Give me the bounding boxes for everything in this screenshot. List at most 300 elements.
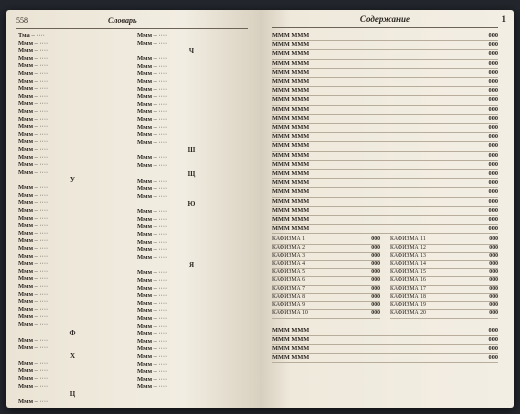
dictionary-entry — [137, 78, 246, 86]
dictionary-headword: Ммм — [18, 305, 33, 313]
dictionary-definition: – ···· — [152, 85, 168, 93]
dictionary-definition: – ···· — [152, 39, 168, 47]
dictionary-headword: Ммм — [18, 359, 33, 367]
dictionary-definition: – ···· — [33, 145, 49, 153]
contents-entry — [272, 124, 498, 133]
dictionary-entry — [137, 345, 246, 353]
kathisma-page: 000 — [371, 277, 380, 284]
dictionary-definition: – ···· — [33, 54, 49, 62]
dictionary-headword: Ммм — [18, 207, 33, 215]
dictionary-entry — [137, 285, 246, 293]
dictionary-headword: Ммм — [137, 115, 152, 123]
dictionary-definition: – ···· — [152, 292, 168, 300]
dictionary-headword: Ммм — [137, 315, 152, 322]
dictionary-definition: – ···· — [152, 330, 168, 338]
kathisma-label: КАФИЗМА 12 — [390, 244, 426, 251]
dictionary-definition: – ···· — [33, 382, 49, 390]
dictionary-entry — [137, 124, 246, 132]
contents-entry-title: МММ МММ — [272, 160, 310, 168]
dictionary-definition: – ···· — [152, 277, 168, 285]
dictionary-entry — [137, 178, 246, 186]
dictionary-entry — [18, 70, 127, 78]
contents-entry-page: 000 — [488, 335, 498, 343]
dictionary-headword: Ммм — [18, 123, 33, 131]
contents-entry-title: МММ МММ — [272, 96, 310, 104]
dictionary-entry — [18, 93, 127, 101]
contents-entry — [272, 133, 498, 142]
dictionary-entry — [137, 300, 246, 308]
dictionary-entry — [18, 383, 127, 391]
dictionary-headword: Ммм — [137, 192, 152, 200]
dictionary-definition: – ···· — [152, 131, 168, 139]
dictionary-entry — [137, 239, 246, 247]
contents-entry-page: 000 — [488, 170, 498, 178]
dictionary-definition: – ···· — [33, 374, 49, 382]
dictionary-definition: – ···· — [33, 344, 49, 352]
dictionary-definition: – ···· — [33, 184, 49, 192]
dictionary-entry — [18, 161, 127, 169]
dictionary-letter-heading: Я — [188, 261, 195, 270]
dictionary-entry — [18, 116, 127, 124]
kathisma-column-left — [272, 236, 380, 318]
dictionary-entry — [18, 230, 127, 238]
dictionary-definition: – ···· — [33, 214, 49, 222]
dictionary-definition: – ···· — [33, 305, 49, 313]
contents-entry-page: 000 — [488, 78, 498, 86]
contents-entry-title: МММ МММ — [272, 344, 310, 352]
dictionary-headword: Ммм — [137, 123, 152, 131]
dictionary-headword: Ммм — [137, 231, 152, 239]
contents-entry-title: МММ МММ — [272, 133, 310, 141]
dictionary-entry — [137, 383, 246, 391]
dictionary-headword: Ммм — [137, 85, 152, 93]
contents-entry — [272, 336, 498, 345]
right-page-number: 1 — [501, 14, 506, 24]
dictionary-entry — [18, 32, 127, 40]
dictionary-headword: Ммм — [18, 184, 33, 192]
contents-entry-title: МММ МММ — [272, 216, 310, 224]
kathisma-entry — [390, 261, 498, 269]
dictionary-entry — [137, 162, 246, 170]
kathisma-entry — [390, 310, 498, 318]
kathisma-entry — [390, 253, 498, 261]
contents-list-end — [272, 327, 498, 364]
kathisma-label: КАФИЗМА 17 — [390, 285, 426, 292]
dictionary-definition: – ···· — [152, 32, 168, 39]
kathisma-entry — [390, 269, 498, 277]
contents-entry-title: МММ МММ — [272, 87, 310, 95]
dictionary-definition: – ···· — [152, 223, 168, 231]
dictionary-headword: Ммм — [137, 360, 152, 368]
kathisma-label: КАФИЗМА 6 — [272, 277, 306, 284]
dictionary-headword: Ммм — [137, 269, 152, 277]
contents-entry-page: 000 — [488, 197, 498, 205]
contents-entry-page: 000 — [488, 344, 498, 352]
kathisma-label: КАФИЗМА 13 — [390, 252, 426, 259]
dictionary-definition: – ···· — [33, 138, 49, 146]
kathisma-entry — [272, 236, 380, 244]
kathisma-label: КАФИЗМА 7 — [272, 285, 306, 292]
dictionary-headword: Ммм — [18, 199, 33, 207]
dictionary-entry — [137, 70, 246, 78]
dictionary-headword: Ммм — [137, 93, 152, 101]
contents-entry-page: 000 — [488, 151, 498, 159]
kathisma-page: 000 — [489, 261, 498, 268]
dictionary-entry — [18, 298, 127, 306]
kathisma-entry — [272, 294, 380, 302]
kathisma-entry — [390, 286, 498, 294]
dictionary-entry — [18, 78, 127, 86]
contents-entry — [272, 161, 498, 170]
contents-entry — [272, 60, 498, 69]
dictionary-headword: Ммм — [137, 337, 152, 345]
left-page-header — [16, 14, 248, 29]
dictionary-entry — [18, 85, 127, 93]
dictionary-headword: Ммм — [18, 138, 33, 146]
contents-entry — [272, 170, 498, 179]
kathisma-page: 000 — [489, 277, 498, 284]
contents-entry-page: 000 — [488, 50, 498, 58]
dictionary-headword: Ммм — [137, 383, 152, 391]
dictionary-headword: Ммм — [137, 62, 152, 70]
dictionary-headword: Ммм — [137, 131, 152, 139]
dictionary-entry — [18, 283, 127, 291]
kathisma-page: 000 — [371, 285, 380, 292]
dictionary-definition: – ···· — [33, 123, 49, 131]
contents-entry-page: 000 — [488, 59, 498, 67]
dictionary-entry — [18, 222, 127, 230]
dictionary-column-1 — [18, 32, 127, 406]
dictionary-entry — [137, 216, 246, 224]
dictionary-entry — [18, 192, 127, 200]
dictionary-headword: Ммм — [18, 336, 33, 344]
contents-entry-page: 000 — [488, 32, 498, 39]
dictionary-entry — [137, 55, 246, 63]
dictionary-entry — [137, 231, 246, 239]
contents-entry-title: МММ МММ — [272, 59, 310, 67]
kathisma-page: 000 — [489, 252, 498, 259]
dictionary-headword: Ммм — [18, 382, 33, 390]
contents-entry-page: 000 — [488, 160, 498, 168]
contents-entry — [272, 216, 498, 225]
dictionary-entry — [137, 193, 246, 201]
contents-entry-page: 000 — [488, 354, 498, 362]
dictionary-entry — [18, 360, 127, 368]
contents-entry-page: 000 — [488, 124, 498, 132]
dictionary-definition: – ···· — [33, 267, 49, 275]
kathisma-page: 000 — [489, 293, 498, 300]
dictionary-definition: – ···· — [152, 215, 168, 223]
kathisma-label: КАФИЗМА 15 — [390, 269, 426, 276]
dictionary-entry — [18, 100, 127, 108]
dictionary-definition: – ···· — [33, 47, 49, 55]
kathisma-label: КАФИЗМА 8 — [272, 293, 306, 300]
kathisma-page: 000 — [371, 261, 380, 268]
dictionary-definition: – ···· — [152, 55, 168, 63]
kathisma-entry — [272, 302, 380, 310]
kathisma-entry — [272, 310, 380, 318]
dictionary-letter-heading: Ц — [69, 390, 76, 399]
dictionary-entry — [137, 185, 246, 193]
dictionary-definition: – ···· — [152, 315, 168, 322]
dictionary-headword: Ммм — [18, 69, 33, 77]
dictionary-entry — [137, 269, 246, 277]
dictionary-headword: Ммм — [18, 344, 33, 352]
kathisma-label: КАФИЗМА 1 — [272, 236, 306, 243]
contents-entry-title: МММ МММ — [272, 170, 310, 178]
dictionary-definition: – ···· — [152, 123, 168, 131]
dictionary-letter-heading: Ю — [187, 200, 196, 209]
dictionary-definition: – ···· — [152, 238, 168, 246]
kathisma-page: 000 — [489, 269, 498, 276]
dictionary-headword: Ммм — [137, 330, 152, 338]
dictionary-entry — [137, 108, 246, 116]
dictionary-headword: Ммм — [137, 215, 152, 223]
dictionary-entry — [18, 108, 127, 116]
dictionary-headword: Ммм — [137, 138, 152, 146]
dictionary-entry — [18, 375, 127, 383]
dictionary-headword: Ммм — [18, 374, 33, 382]
kathisma-page: 000 — [371, 302, 380, 309]
dictionary-definition: – ···· — [152, 108, 168, 116]
contents-entry — [272, 152, 498, 161]
dictionary-definition: – ···· — [33, 336, 49, 344]
contents-entry — [272, 106, 498, 115]
kathisma-label: КАФИЗМА 10 — [272, 310, 308, 317]
contents-entry — [272, 188, 498, 197]
dictionary-headword: Ммм — [18, 214, 33, 222]
dictionary-definition: – ···· — [152, 177, 168, 185]
open-book — [6, 10, 514, 408]
contents-entry — [272, 32, 498, 41]
dictionary-entry — [18, 313, 127, 321]
dictionary-definition: – ···· — [152, 115, 168, 123]
dictionary-entry — [137, 254, 246, 262]
contents-entry-title: МММ МММ — [272, 188, 310, 196]
dictionary-headword: Ммм — [137, 253, 152, 261]
contents-entry-title: МММ МММ — [272, 197, 310, 205]
kathisma-table — [272, 236, 498, 318]
dictionary-headword: Ммм — [18, 367, 33, 375]
dictionary-definition: – ···· — [152, 383, 168, 391]
contents-entry-page: 000 — [488, 96, 498, 104]
dictionary-headword: Ммм — [137, 299, 152, 307]
contents-entry-title: МММ МММ — [272, 114, 310, 122]
dictionary-entry — [137, 368, 246, 376]
contents-entry — [272, 142, 498, 151]
dictionary-definition: – ···· — [33, 313, 49, 321]
dictionary-entry — [18, 275, 127, 283]
dictionary-headword: Ммм — [137, 223, 152, 231]
dictionary-definition: – ···· — [33, 199, 49, 207]
contents-entry — [272, 225, 498, 234]
dictionary-definition: – ···· — [152, 269, 168, 277]
dictionary-headword: Ммм — [137, 322, 152, 330]
dictionary-definition: – ···· — [33, 237, 49, 245]
contents-entry-page: 000 — [488, 225, 498, 233]
dictionary-definition: – ···· — [152, 62, 168, 70]
dictionary-headword: Ммм — [18, 130, 33, 138]
dictionary-entry — [18, 344, 127, 352]
dictionary-headword: Ммм — [18, 85, 33, 93]
dictionary-entry — [137, 292, 246, 300]
contents-entry-title: МММ МММ — [272, 105, 310, 113]
dictionary-definition: – ···· — [33, 320, 49, 328]
contents-entry — [272, 207, 498, 216]
dictionary-entry — [18, 215, 127, 223]
dictionary-definition: – ···· — [152, 299, 168, 307]
dictionary-entry — [18, 40, 127, 48]
dictionary-headword: Ммм — [137, 177, 152, 185]
dictionary-column-2 — [137, 32, 246, 406]
dictionary-headword: Ммм — [18, 283, 33, 290]
dictionary-entry — [137, 32, 246, 40]
dictionary-letter-heading: Х — [69, 351, 76, 360]
dictionary-entry — [137, 139, 246, 147]
contents-entry-title: МММ МММ — [272, 50, 310, 58]
dictionary-entry — [137, 93, 246, 101]
kathisma-entry — [390, 245, 498, 253]
contents-entry — [272, 115, 498, 124]
dictionary-headword: Ммм — [18, 115, 33, 123]
dictionary-headword: Ммм — [137, 154, 152, 162]
dictionary-headword: Ммм — [18, 62, 33, 70]
kathisma-label: КАФИЗМА 20 — [390, 310, 426, 317]
contents-entry-page: 000 — [488, 216, 498, 224]
dictionary-headword: Ммм — [18, 161, 33, 169]
dictionary-headword: Ммм — [137, 100, 152, 108]
contents-entry — [272, 327, 498, 336]
kathisma-page: 000 — [371, 244, 380, 251]
dictionary-definition: – ···· — [152, 322, 168, 330]
contents-entry-page: 000 — [488, 41, 498, 49]
dictionary-definition: – ···· — [152, 360, 168, 368]
dictionary-entry — [18, 207, 127, 215]
dictionary-entry — [18, 245, 127, 253]
contents-entry — [272, 179, 498, 188]
dictionary-definition: – ···· — [33, 168, 49, 176]
dictionary-entry — [18, 306, 127, 314]
contents-entry-page: 000 — [488, 142, 498, 150]
kathisma-entry — [390, 236, 498, 244]
dictionary-entry — [18, 184, 127, 192]
contents-entry-page: 000 — [488, 206, 498, 214]
dictionary-headword: Ммм — [137, 161, 152, 169]
dictionary-headword: Ммм — [18, 77, 33, 85]
dictionary-entry — [137, 246, 246, 254]
kathisma-page: 000 — [371, 236, 380, 243]
dictionary-definition: – ···· — [152, 161, 168, 169]
dictionary-definition: – ···· — [29, 32, 45, 39]
dictionary-headword: Ммм — [137, 307, 152, 315]
dictionary-headword: Тма — [18, 32, 30, 39]
dictionary-columns — [18, 32, 246, 406]
dictionary-definition: – ···· — [33, 252, 49, 260]
contents-entry-title: МММ МММ — [272, 68, 310, 76]
dictionary-entry — [18, 146, 127, 154]
contents-entry — [272, 41, 498, 50]
dictionary-definition: – ···· — [33, 283, 49, 290]
dictionary-headword: Ммм — [18, 313, 33, 321]
kathisma-page: 000 — [371, 310, 380, 317]
dictionary-headword: Ммм — [18, 107, 33, 115]
dictionary-entry — [137, 338, 246, 346]
contents-entry-title: МММ МММ — [272, 124, 310, 132]
dictionary-definition: – ···· — [33, 39, 49, 47]
dictionary-headword: Ммм — [137, 77, 152, 85]
dictionary-headword: Ммм — [18, 153, 33, 161]
contents-list — [272, 32, 498, 234]
dictionary-entry — [137, 277, 246, 285]
contents-entry-title: МММ МММ — [272, 41, 310, 49]
contents-entry-title: МММ МММ — [272, 206, 310, 214]
dictionary-headword: Ммм — [18, 260, 33, 268]
dictionary-entry — [137, 353, 246, 361]
contents-title: Содержание — [272, 14, 498, 28]
dictionary-letter-heading: Щ — [187, 169, 196, 178]
contents-entry-title: МММ МММ — [272, 151, 310, 159]
dictionary-entry — [18, 398, 127, 406]
dictionary-definition: – ···· — [33, 367, 49, 375]
contents-entry — [272, 50, 498, 59]
dictionary-definition: – ···· — [33, 107, 49, 115]
contents-entry-title: МММ МММ — [272, 142, 310, 150]
dictionary-definition: – ···· — [33, 260, 49, 268]
dictionary-entry — [18, 123, 127, 131]
dictionary-entry — [137, 63, 246, 71]
dictionary-entry — [137, 376, 246, 384]
dictionary-headword: Ммм — [18, 222, 33, 230]
dictionary-definition: – ···· — [33, 115, 49, 123]
dictionary-letter-heading: Ф — [69, 328, 76, 337]
dictionary-entry — [18, 154, 127, 162]
contents-entry-page: 000 — [488, 179, 498, 187]
contents-entry — [272, 87, 498, 96]
dictionary-letter-heading: У — [69, 176, 76, 185]
kathisma-label: КАФИЗМА 11 — [390, 236, 426, 243]
kathisma-label: КАФИЗМА 16 — [390, 277, 426, 284]
dictionary-entry — [18, 291, 127, 299]
dictionary-headword: Ммм — [18, 47, 33, 55]
kathisma-page: 000 — [489, 310, 498, 317]
dictionary-page — [6, 10, 260, 408]
dictionary-definition: – ···· — [33, 359, 49, 367]
dictionary-headword: Ммм — [18, 320, 33, 328]
dictionary-headword: Ммм — [18, 245, 33, 253]
kathisma-label: КАФИЗМА 19 — [390, 302, 426, 309]
dictionary-headword: Ммм — [18, 237, 33, 245]
contents-entry-title: МММ МММ — [272, 326, 310, 334]
kathisma-entry — [272, 286, 380, 294]
contents-entry-page: 000 — [488, 87, 498, 95]
kathisma-entry — [390, 302, 498, 310]
contents-entry-page: 000 — [488, 114, 498, 122]
dictionary-headword: Ммм — [137, 108, 152, 116]
kathisma-label: КАФИЗМА 3 — [272, 252, 306, 259]
kathisma-page: 000 — [489, 236, 498, 243]
dictionary-entry — [18, 62, 127, 70]
kathisma-label: КАФИЗМА 9 — [272, 302, 306, 309]
kathisma-column-right — [390, 236, 498, 318]
dictionary-definition: – ···· — [33, 153, 49, 161]
dictionary-definition: – ···· — [33, 275, 49, 283]
kathisma-page: 000 — [489, 302, 498, 309]
dictionary-entry — [137, 116, 246, 124]
running-head: Словарь — [108, 16, 137, 25]
kathisma-page: 000 — [371, 293, 380, 300]
dictionary-headword: Ммм — [18, 398, 33, 406]
kathisma-label: КАФИЗМА 5 — [272, 269, 306, 276]
